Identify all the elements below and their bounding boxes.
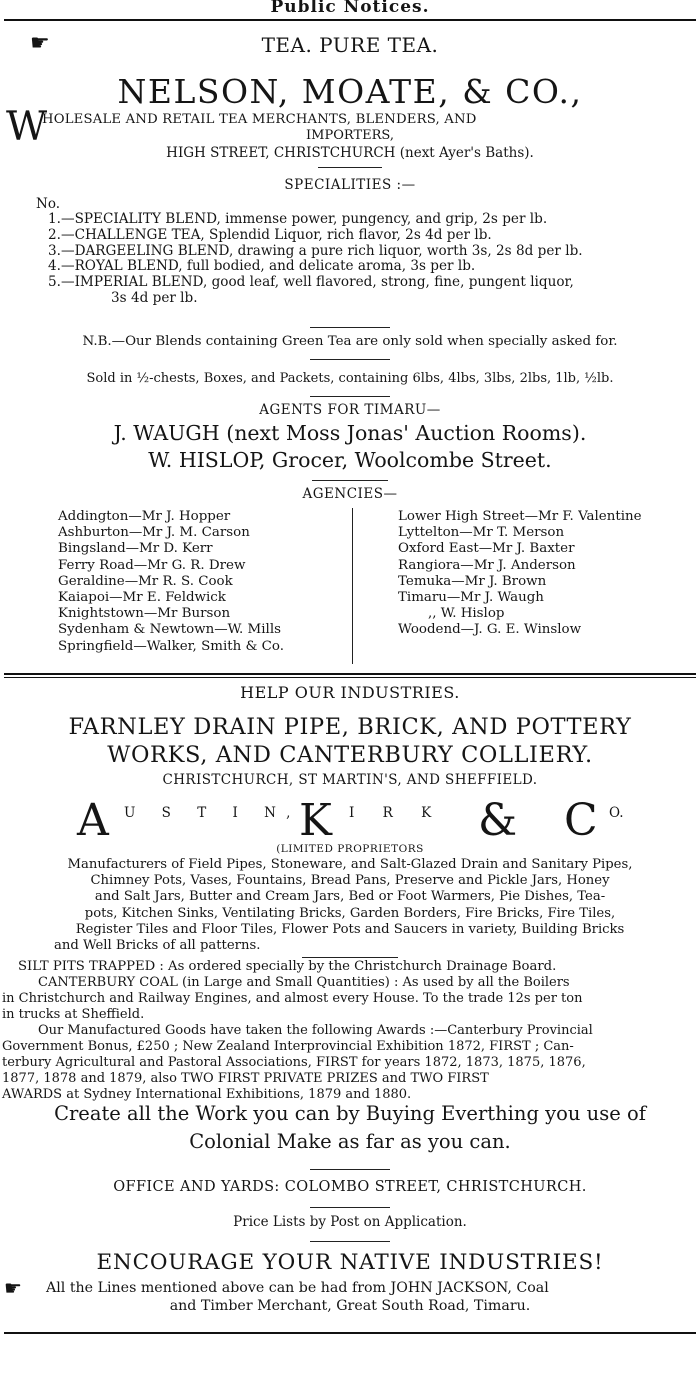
encourage-headline: ENCOURAGE YOUR NATIVE INDUSTRIES! — [96, 1250, 604, 1275]
paragraph-line: Register Tiles and Floor Tiles, Flower Pots and Saucers in variety, Building Bricks — [75, 921, 625, 937]
firm-rest-a: U S T I N, — [124, 805, 302, 821]
works-locations: CHRISTCHURCH, ST MARTIN'S, AND SHEFFIELD. — [162, 772, 538, 788]
no-label: No. — [36, 196, 60, 212]
agency-item: Kaiapoi—Mr E. Feldwick — [58, 590, 226, 606]
paragraph-line: in trucks at Sheffield. — [2, 1007, 145, 1022]
coal-paragraph — [2, 975, 582, 1023]
limited-proprietors: (LIMITED PROPRIETORS — [276, 843, 424, 855]
agency-item: Ashburton—Mr J. M. Carson — [58, 525, 250, 541]
agency-item: Lower High Street—Mr F. Valentine — [398, 509, 642, 524]
agencies-title: AGENCIES— — [302, 486, 398, 502]
divider — [310, 359, 390, 360]
firm-rest-k: I R K — [349, 805, 444, 821]
divider — [310, 327, 390, 328]
agency-item: Lyttelton—Mr T. Merson — [398, 525, 565, 541]
pointing-hand-icon: ☛ — [30, 31, 50, 56]
divider — [310, 1169, 390, 1170]
blends-list — [48, 212, 583, 307]
paragraph-line: 1877, 1878 and 1879, also TWO FIRST PRIVATE PRIZES and TWO FIRST — [2, 1071, 489, 1086]
blend-item: 4.—ROYAL BLEND, full bodied, and delicate aroma, 3s per lb. — [48, 258, 476, 275]
agency-item: Timaru—Mr J. Waugh — [398, 590, 544, 606]
company-name: NELSON, MOATE, & CO., — [117, 72, 583, 111]
jackson-line2: and Timber Merchant, Great South Road, Timaru. — [169, 1298, 531, 1314]
paragraph-line: and Salt Jars, Butter and Cream Jars, Bed or Foot Warmers, Pie Dishes, Tea- — [94, 889, 606, 905]
nb-note: N.B.—Our Blends containing Green Tea are only sold when specially asked for. — [82, 334, 618, 349]
agency-item: Knightstown—Mr Burson — [58, 606, 231, 622]
paragraph-line: in Christchurch and Railway Engines, and almost every House. To the trade 12s per ton — [2, 991, 583, 1006]
blend-item-cont: 3s 4d per lb. — [111, 289, 198, 306]
agency-item: Oxford East—Mr J. Baxter — [398, 541, 575, 557]
paragraph-line: Chimney Pots, Vases, Fountains, Bread Pans, Preserve and Pickle Jars, Honey — [90, 873, 610, 889]
agent-waugh: J. WAUGH (next Moss Jonas' Auction Rooms). — [113, 421, 587, 445]
industries-headline: HELP OUR INDUSTRIES. — [240, 683, 460, 702]
tea-headline: TEA. PURE TEA. — [261, 33, 439, 57]
jackson-line1: All the Lines mentioned above can be had from JOHN JACKSON, Coal — [46, 1280, 549, 1296]
paragraph-line: pots, Kitchen Sinks, Ventilating Bricks, Garden Borders, Fire Bricks, Fire Tiles, — [84, 905, 616, 921]
agency-item: Woodend—J. G. E. Winslow — [398, 622, 582, 638]
slogan-line2: Colonial Make as far as you can. — [189, 1130, 511, 1153]
agents-title: AGENTS FOR TIMARU— — [259, 402, 441, 418]
paragraph-line: terbury Agricultural and Pastoral Associations, FIRST for years 1872, 1873, 1875, 1876, — [2, 1055, 586, 1070]
drop-cap-w: W — [6, 104, 48, 150]
agent-hislop: W. HISLOP, Grocer, Woolcombe Street. — [148, 448, 552, 472]
ad-separator-rule — [4, 673, 696, 675]
agency-item: Bingsland—Mr D. Kerr — [58, 541, 213, 557]
section-header: Public Notices. — [270, 0, 430, 17]
paragraph-line: Our Manufactured Goods have taken the following Awards :—Canterbury Provincial — [38, 1023, 593, 1038]
agency-item: ,, W. Hislop — [428, 606, 505, 622]
paragraph-line: Government Bonus, £250 ; New Zealand Interprovincial Exhibition 1872, FIRST ; Can- — [2, 1039, 574, 1054]
price-lists-note: Price Lists by Post on Application. — [233, 1214, 467, 1230]
firm-cap-a: A — [77, 795, 109, 846]
business-description-cont: IMPORTERS, — [306, 128, 394, 143]
agency-item: Springfield—Walker, Smith & Co. — [58, 638, 284, 654]
agency-item: Ferry Road—Mr G. R. Drew — [58, 557, 246, 573]
blend-item: 5.—IMPERIAL BLEND, good leaf, well flavored, strong, fine, pungent liquor, — [48, 274, 574, 291]
agency-item: Sydenham & Newtown—W. Mills — [58, 622, 281, 638]
paragraph-line: AWARDS at Sydney International Exhibitions, 1879 and 1880. — [2, 1087, 412, 1102]
manufacturers-paragraph — [0, 857, 700, 954]
agency-item: Addington—Mr J. Hopper — [58, 509, 231, 524]
tea-address: HIGH STREET, CHRISTCHURCH (next Ayer's Baths). — [166, 145, 534, 161]
column-divider — [352, 508, 353, 664]
office-address: OFFICE AND YARDS: COLOMBO STREET, CHRISTCHURCH. — [113, 1179, 587, 1195]
firm-cap-k: K — [299, 795, 332, 846]
blend-item: 2.—CHALLENGE TEA, Splendid Liquor, rich flavor, 2s 4d per lb. — [48, 226, 492, 243]
agencies-right-column — [398, 509, 642, 639]
paragraph-line: Manufacturers of Field Pipes, Stoneware, and Salt-Glazed Drain and Sanitary Pipes, — [67, 857, 633, 872]
agency-item: Temuka—Mr J. Brown — [398, 573, 547, 589]
firm-cap-c: C — [564, 795, 598, 846]
blend-item: 3.—DARGEELING BLEND, drawing a pure rich liquor, worth 3s, 2s 8d per lb. — [48, 242, 583, 259]
divider — [312, 480, 388, 481]
firm-rest-c: O. — [609, 805, 624, 821]
silt-pits-note: SILT PITS TRAPPED : As ordered specially by the Christchurch Drainage Board. — [18, 959, 557, 974]
divider — [310, 1241, 390, 1242]
business-description: HOLESALE AND RETAIL TEA MERCHANTS, BLENDERS, AND — [42, 112, 477, 127]
awards-paragraph — [2, 1023, 593, 1103]
firm-ampersand: & — [478, 795, 518, 846]
divider — [310, 396, 390, 397]
divider — [302, 957, 398, 958]
header-rule — [4, 19, 696, 21]
agency-item: Geraldine—Mr R. S. Cook — [58, 573, 233, 589]
specialities-title: SPECIALITIES :— — [284, 177, 416, 193]
slogan-line1: Create all the Work you can by Buying Everthing you use of — [54, 1102, 646, 1125]
works-title-line1: FARNLEY DRAIN PIPE, BRICK, AND POTTERY — [68, 714, 632, 740]
sold-in-note: Sold in ½-chests, Boxes, and Packets, containing 6lbs, 4lbs, 3lbs, 2lbs, 1lb, ½lb. — [86, 371, 614, 386]
blend-item: 1.—SPECIALITY BLEND, immense power, pungency, and grip, 2s per lb. — [48, 211, 548, 227]
divider — [310, 1207, 390, 1208]
pointing-hand-icon: ☛ — [4, 1276, 22, 1300]
agencies-left-column — [58, 509, 284, 655]
works-title-line2: WORKS, AND CANTERBURY COLLIERY. — [107, 742, 593, 768]
paragraph-line: and Well Bricks of all patterns. — [54, 938, 261, 954]
ad-separator-rule-thin — [4, 677, 696, 678]
footer-rule — [4, 1332, 696, 1334]
agency-item: Rangiora—Mr J. Anderson — [398, 557, 576, 573]
paragraph-line: CANTERBURY COAL (in Large and Small Quantities) : As used by all the Boilers — [38, 975, 570, 990]
divider — [318, 167, 382, 168]
